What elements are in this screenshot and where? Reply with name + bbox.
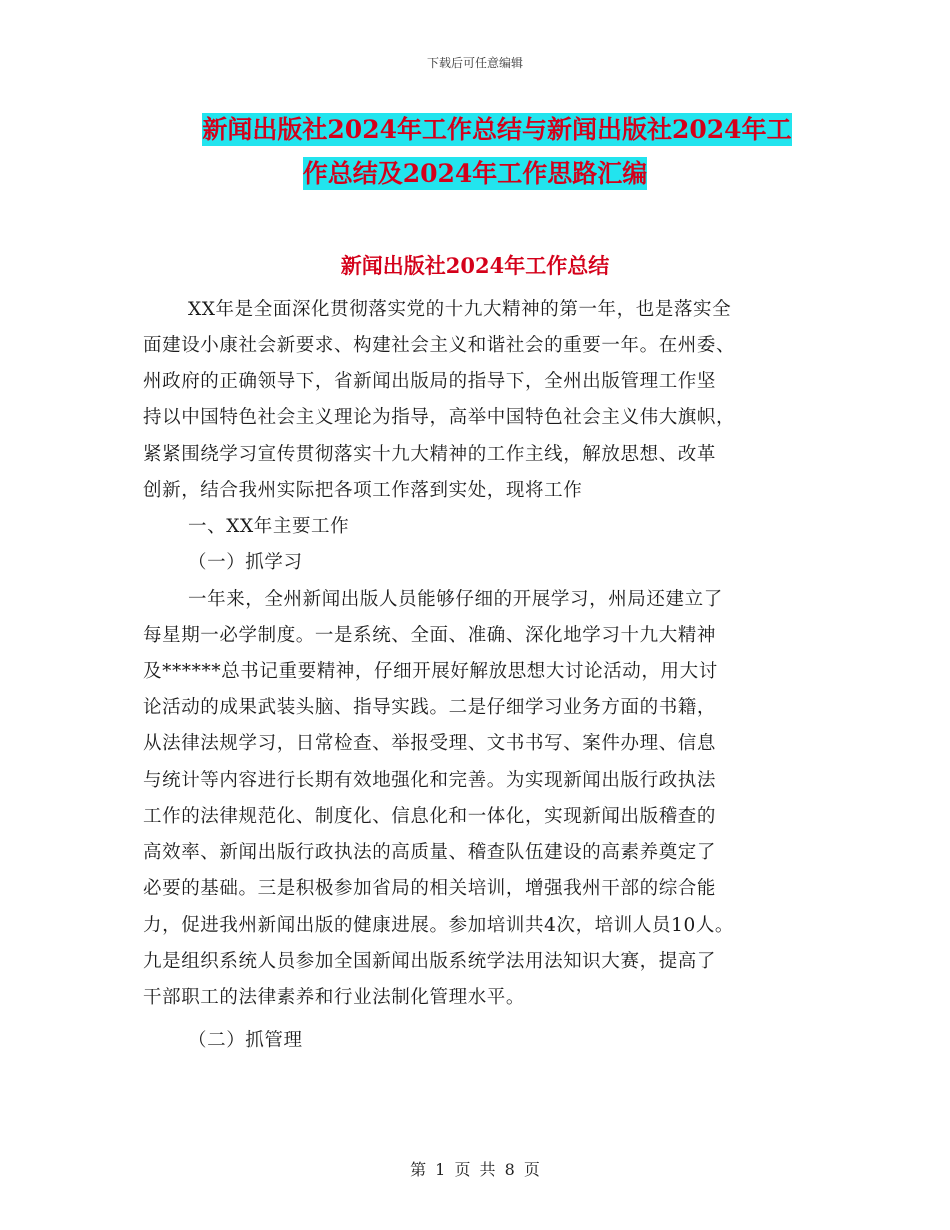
- paragraph-line: 紧紧围绕学习宣传贯彻落实十九大精神的工作主线，解放思想、改革: [143, 444, 717, 465]
- page-indicator: 第 1 页 共 8 页: [410, 1160, 540, 1179]
- paragraph-line: 工作的法律规范化、制度化、信息化和一体化，实现新闻出版稽查的: [143, 806, 717, 827]
- paragraph-line: XX年是全面深化贯彻落实党的十九大精神的第一年，也是落实全: [188, 299, 732, 320]
- header-note: 下载后可任意编辑: [426, 56, 523, 70]
- heading-study: （一）抓学习: [188, 552, 303, 573]
- section-title: 新闻出版社2024年工作总结: [340, 253, 610, 278]
- paragraph-line: 每星期一必学制度。一是系统、全面、准确、深化地学习十九大精神: [143, 625, 717, 646]
- paragraph-line: 高效率、新闻出版行政执法的高质量、稽查队伍建设的高素养奠定了: [143, 842, 717, 863]
- heading-management: （二）抓管理: [188, 1030, 303, 1051]
- paragraph-line: 一年来，全州新闻出版人员能够仔细的开展学习，州局还建立了: [188, 589, 723, 610]
- paragraph-line: 州政府的正确领导下，省新闻出版局的指导下，全州出版管理工作坚: [143, 371, 717, 392]
- document-title-text-1: 新闻出版社2024年工作总结与新闻出版社2024年工: [202, 115, 792, 144]
- paragraph-line: 持以中国特色社会主义理论为指导，高举中国特色社会主义伟大旗帜，: [143, 407, 736, 428]
- paragraph-line: 九是组织系统人员参加全国新闻出版系统学法用法知识大赛，提高了: [143, 951, 717, 972]
- document-title-text-2: 作总结及2024年工作思路汇编: [302, 159, 648, 188]
- paragraph-line: 论活动的成果武装头脑、指导实践。二是仔细学习业务方面的书籍，: [143, 697, 717, 718]
- paragraph-line: 与统计等内容进行长期有效地强化和完善。为实现新闻出版行政执法: [143, 770, 717, 791]
- heading-main-work: 一、XX年主要工作: [188, 516, 350, 537]
- paragraph-line: 创新，结合我州实际把各项工作落到实处，现将工作: [143, 480, 583, 501]
- paragraph-line: 面建设小康社会新要求、构建社会主义和谐社会的重要一年。在州委、: [143, 335, 736, 356]
- paragraph-line: 必要的基础。三是积极参加省局的相关培训，增强我州干部的综合能: [143, 878, 717, 899]
- paragraph-line: 从法律法规学习，日常检查、举报受理、文书书写、案件办理、信息: [143, 733, 717, 754]
- paragraph-line: 及******总书记重要精神，仔细开展好解放思想大讨论活动，用大讨: [143, 661, 718, 682]
- paragraph-line: 力，促进我州新闻出版的健康进展。参加培训共4次，培训人员10人。: [143, 915, 735, 936]
- paragraph-line: 干部职工的法律素养和行业法制化管理水平。: [143, 987, 526, 1008]
- document-title-line-1: [22, 113, 950, 147]
- document-title-line-2: [0, 157, 950, 191]
